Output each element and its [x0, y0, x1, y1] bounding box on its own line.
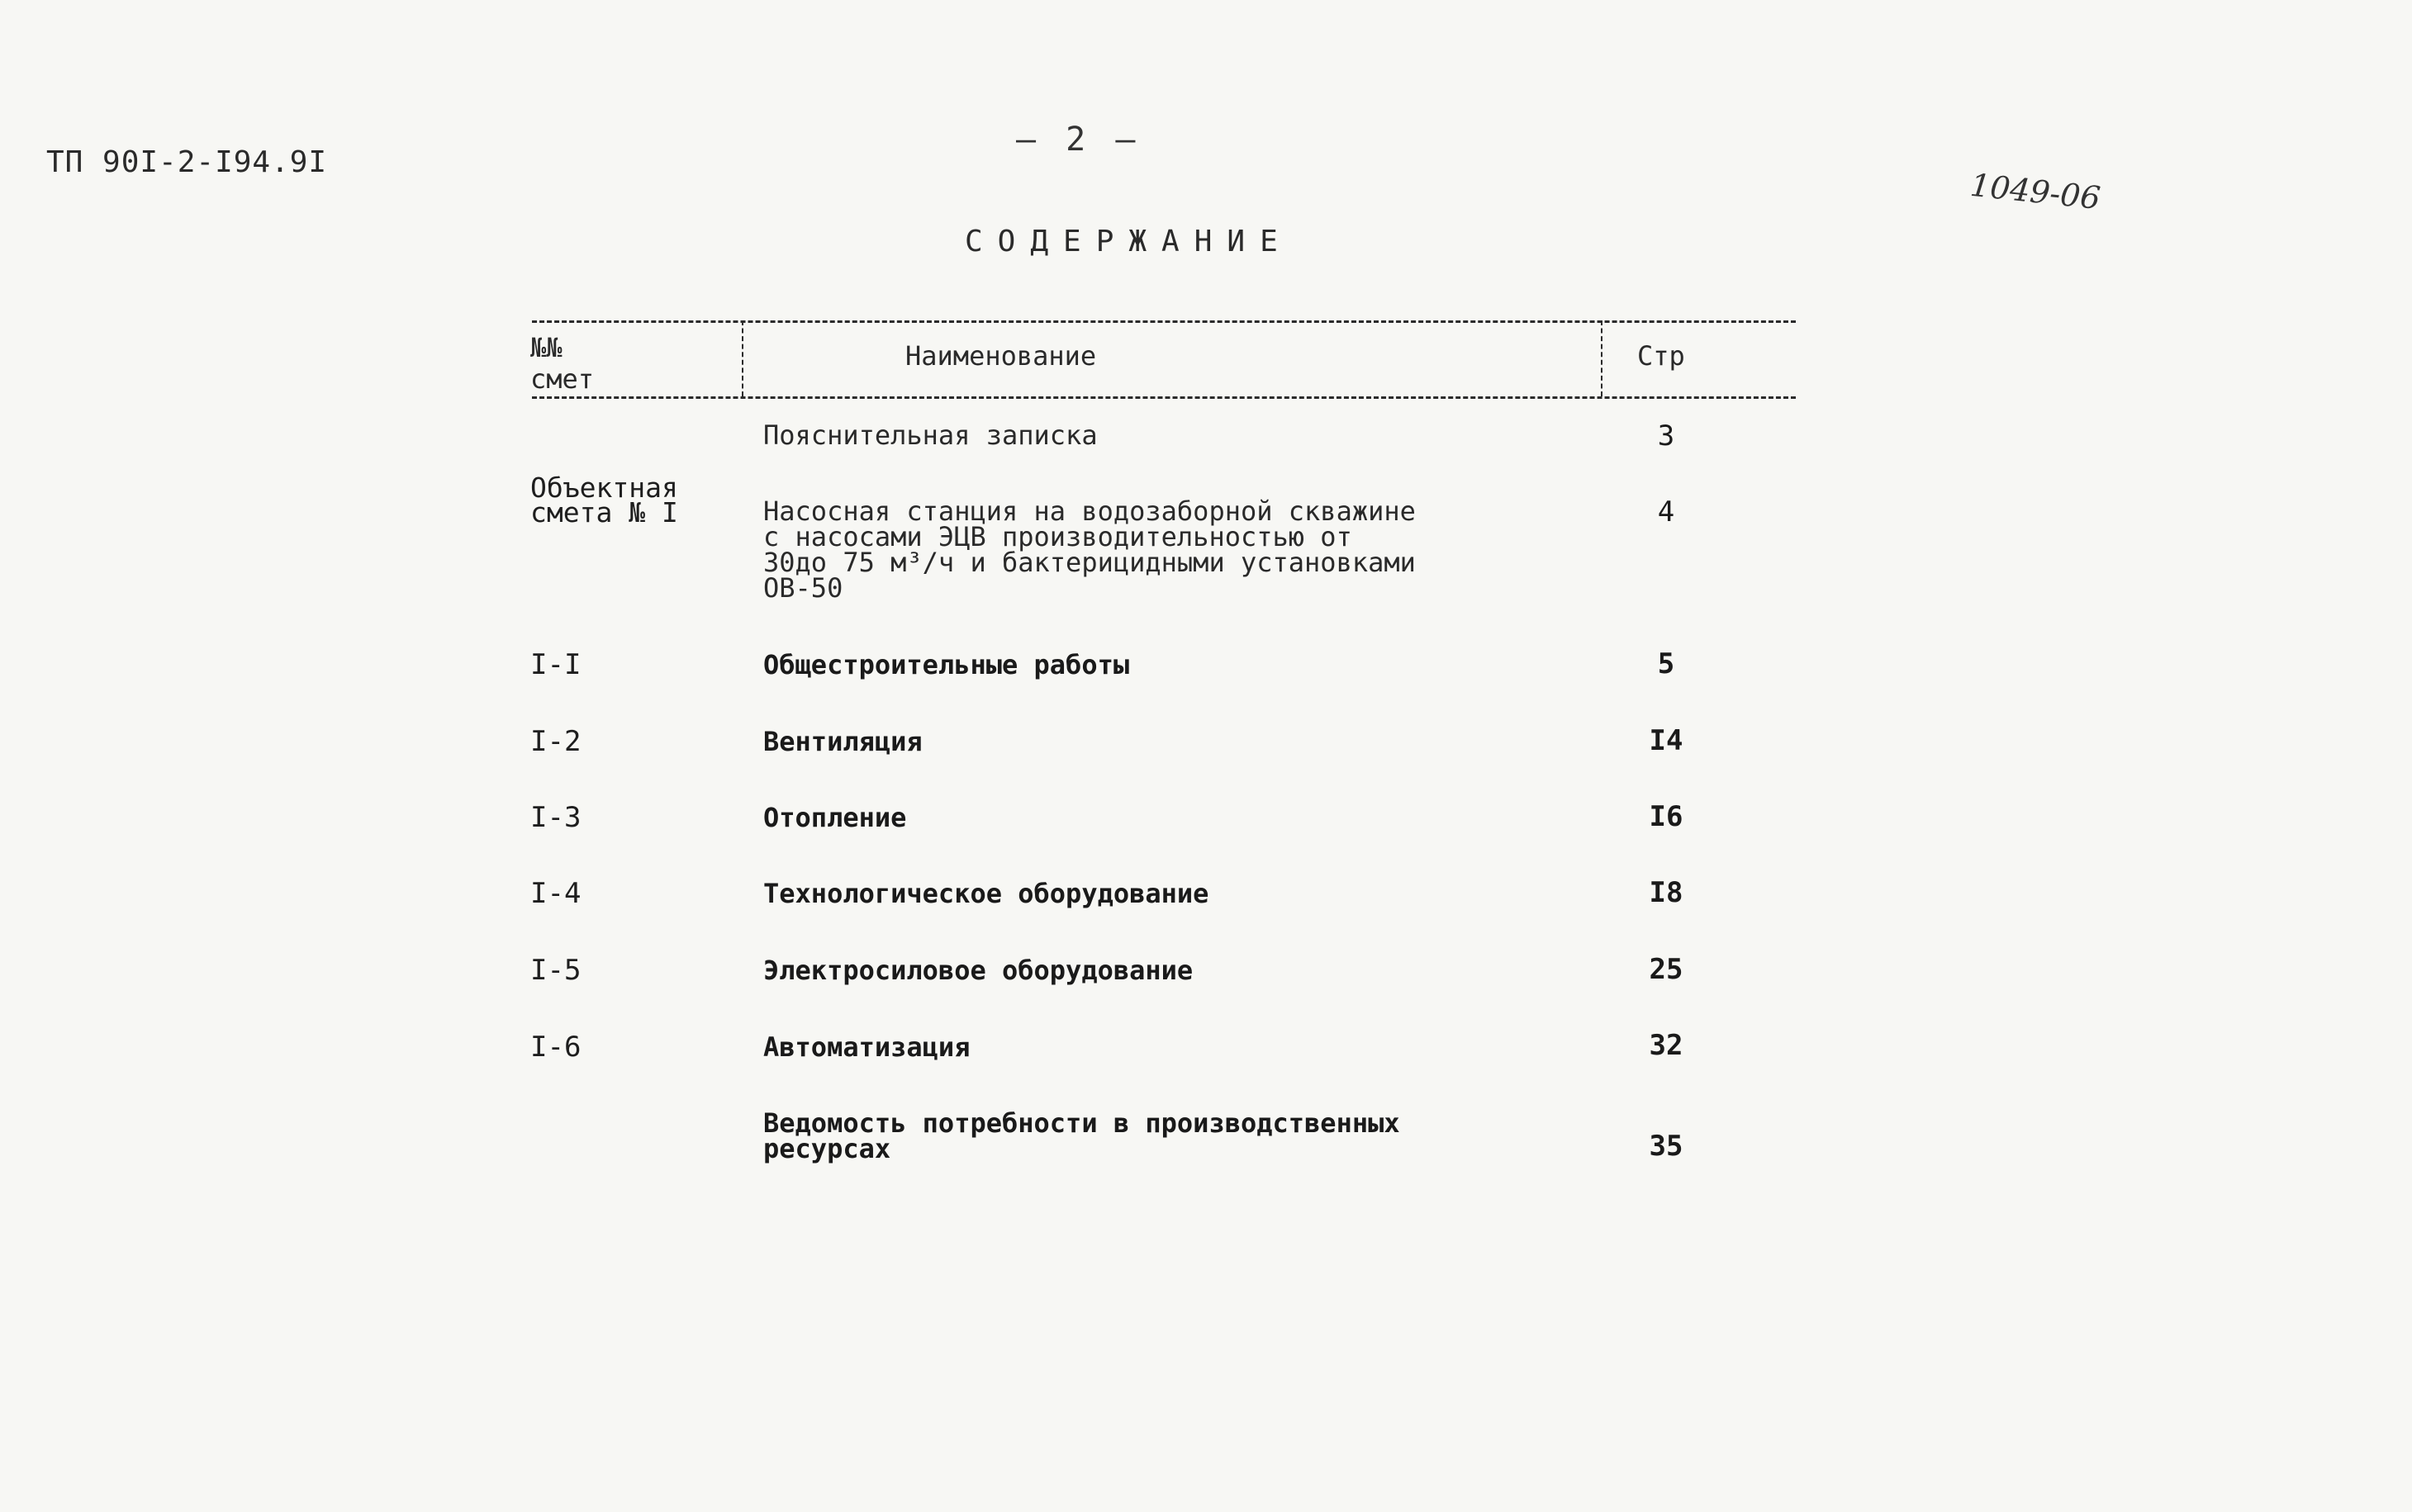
row-code: Объектная смета № I [530, 472, 678, 528]
column-divider-2 [1601, 320, 1602, 396]
column-header-page: Стр [1637, 340, 1685, 372]
archive-number: 1049-06 [1968, 166, 2102, 217]
row-name: Насосная станция на водозаборной скважине с насосами ЭЦВ производительностью от 30до 75 м³/ч и бактерицидными установками ОВ-50 [763, 495, 1416, 604]
row-name: Вентиляция [763, 726, 923, 757]
row-name: Ведомость потребности в производственных ресурсах [763, 1107, 1400, 1164]
column-header-number: №№ смет [530, 332, 595, 395]
document-title: СОДЕРЖАНИЕ [965, 225, 1293, 258]
row-page: 35 [1649, 1130, 1683, 1163]
row-name: Отопление [763, 802, 907, 833]
row-code: I-5 [530, 954, 582, 987]
column-divider-1 [742, 320, 743, 396]
row-page: I4 [1649, 724, 1683, 757]
row-page: 25 [1649, 953, 1683, 986]
row-name: Технологическое оборудование [763, 878, 1209, 909]
row-page: I8 [1649, 876, 1683, 909]
row-page: 3 [1657, 419, 1675, 453]
row-name: Общестроительные работы [763, 649, 1130, 680]
row-code: I-6 [530, 1031, 582, 1064]
document-code: ТП 90I-2-I94.9I [46, 145, 328, 179]
page-number: – 2 – [1016, 121, 1141, 159]
row-page: I6 [1649, 800, 1683, 833]
column-header-name: Наименование [905, 340, 1097, 372]
row-name: Автоматизация [763, 1031, 971, 1063]
row-code: I-4 [530, 877, 582, 910]
row-code: I-2 [530, 725, 582, 758]
row-code: I-I [530, 648, 582, 681]
table-top-rule [532, 320, 1796, 323]
row-page: 32 [1649, 1029, 1683, 1062]
table-header-rule [532, 396, 1796, 399]
row-code: I-3 [530, 801, 582, 834]
row-name: Электросиловое оборудование [763, 955, 1194, 986]
row-page: 4 [1657, 495, 1675, 528]
row-name: Пояснительная записка [763, 419, 1098, 451]
row-page: 5 [1657, 647, 1675, 680]
